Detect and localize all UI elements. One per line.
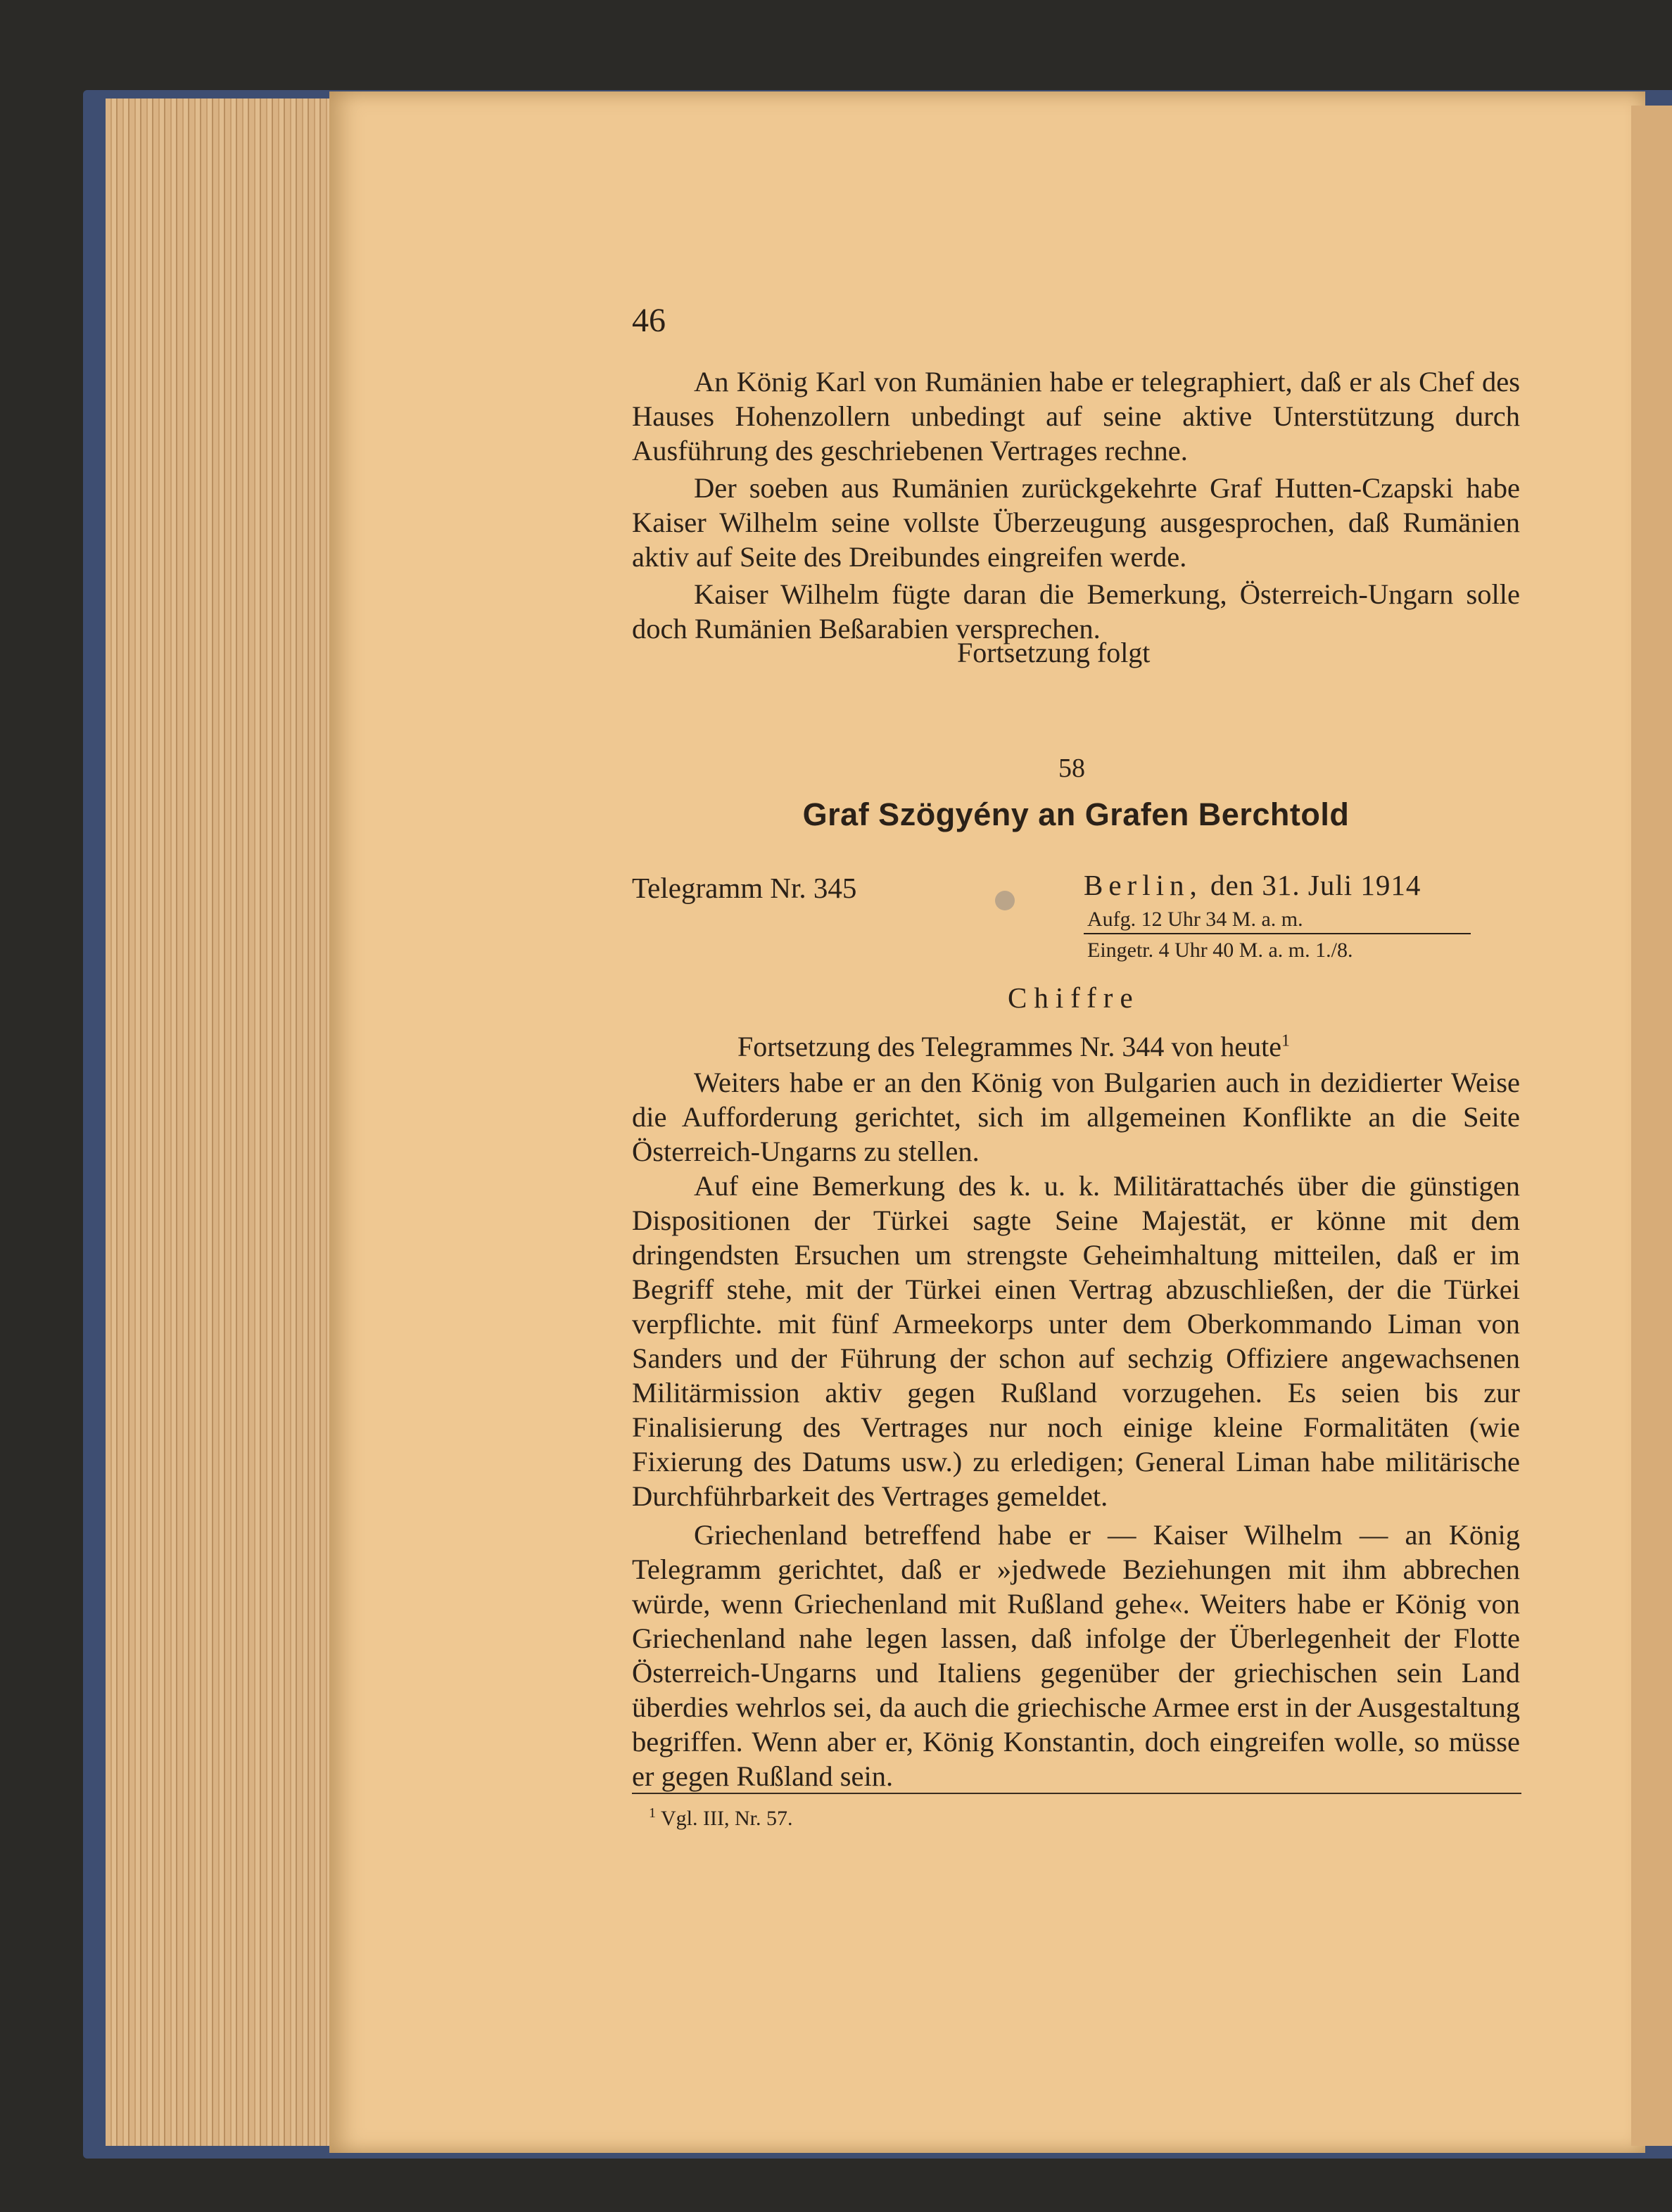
paragraph: Griechenland betreffend habe er — Kaiser Wilhelm — an König Telegramm gerichtet, daß er »jedwede Beziehungen mit ihm abbrechen würde, wenn Griechenland mit Rußland gehe«. Weiters habe er König von Griechenland nahe legen lassen, daß infolge der Überlegenheit der Flotte Österreich-Ungarns und Italiens gegenüber der griechischen sein Land überdies wehrlos sei, da auch die griechische Armee erst in der Ausgestaltung begriffen. Wenn aber er, König Konstantin, doch eingreifen wolle, so müsse er gegen Rußland sein. bbox=[632, 1519, 1520, 1792]
intro-text bbox=[632, 364, 1520, 646]
footnote-reference: 1 bbox=[1281, 1031, 1290, 1050]
received-time: Eingetr. 4 Uhr 40 M. a. m. 1./8. bbox=[1087, 939, 1353, 962]
place: Berlin, bbox=[1084, 869, 1203, 901]
subtitle-text: Fortsetzung des Telegrammes Nr. 344 von heute bbox=[737, 1031, 1281, 1062]
footnote bbox=[649, 1805, 792, 1831]
place-date bbox=[1084, 868, 1421, 902]
divider bbox=[1084, 933, 1471, 934]
document-number: 58 bbox=[1058, 754, 1085, 783]
footnote-mark: 1 bbox=[649, 1805, 656, 1821]
paragraph: An König Karl von Rumänien habe er telegraphiert, daß er als Chef des Hauses Hohenzollern unbedingt auf seine aktive Unterstützung durch Ausführung des geschriebenen Vertrages rechne. bbox=[632, 366, 1520, 466]
next-page-edge bbox=[1631, 106, 1672, 2146]
paragraph: Kaiser Wilhelm fügte daran die Bemerkung, Österreich-Ungarn solle doch Rumänien Beßarabien versprechen. bbox=[632, 578, 1520, 644]
continuation-note: Fortsetzung folgt bbox=[957, 637, 1151, 668]
document-body bbox=[632, 1065, 1520, 1793]
paragraph: Weiters habe er an den König von Bulgarien auch in dezidierter Weise die Aufforderung gerichtet, sich im allgemeinen Konflikte an die Seite Österreich-Ungarns zu stellen. bbox=[632, 1067, 1520, 1167]
page-stack-edges bbox=[106, 98, 345, 2146]
footnote-text: Vgl. III, Nr. 57. bbox=[660, 1807, 793, 1830]
page-number: 46 bbox=[632, 302, 666, 339]
paragraph: Auf eine Bemerkung des k. u. k. Militärattachés über die günstigen Dispositionen der Türkei sagte Seine Majestät, er könne mit dem dringendsten Ersuchen um strengste Geheimhaltung mitteilen, daß er im Begriff stehe, mit der Türkei einen Vertrag abzuschließen, der die Türkei verpflichte. mit fünf Armeekorps unter dem Oberkommando Liman von Sanders und der Führung der schon auf sechzig Offiziere angewachsenen Militärmission aktiv gegen Rußland vorzugehen. Es seien bis zur Finalisierung des Vertrages nur noch einige kleine Formalitäten (wie Fixierung des Datums usw.) zu erledigen; General Liman habe militärische Durchführbarkeit des Vertrages gemeldet. bbox=[632, 1170, 1520, 1512]
date: den 31. Juli 1914 bbox=[1210, 869, 1421, 901]
document-subtitle bbox=[737, 1030, 1290, 1063]
paragraph: Der soeben aus Rumänien zurückgekehrte Graf Hutten-Czapski habe Kaiser Wilhelm seine vollste Überzeugung ausgesprochen, daß Rumänien aktiv auf Seite des Dreibundes eingreifen werde. bbox=[632, 472, 1520, 573]
document-title: Graf Szögyény an Grafen Berchtold bbox=[802, 796, 1350, 832]
telegram-number: Telegramm Nr. 345 bbox=[632, 872, 857, 904]
encoding-label: Chiffre bbox=[1008, 981, 1140, 1014]
ink-smudge bbox=[995, 891, 1015, 910]
footnote-divider bbox=[632, 1793, 1521, 1794]
sent-time: Aufg. 12 Uhr 34 M. a. m. bbox=[1087, 908, 1303, 931]
